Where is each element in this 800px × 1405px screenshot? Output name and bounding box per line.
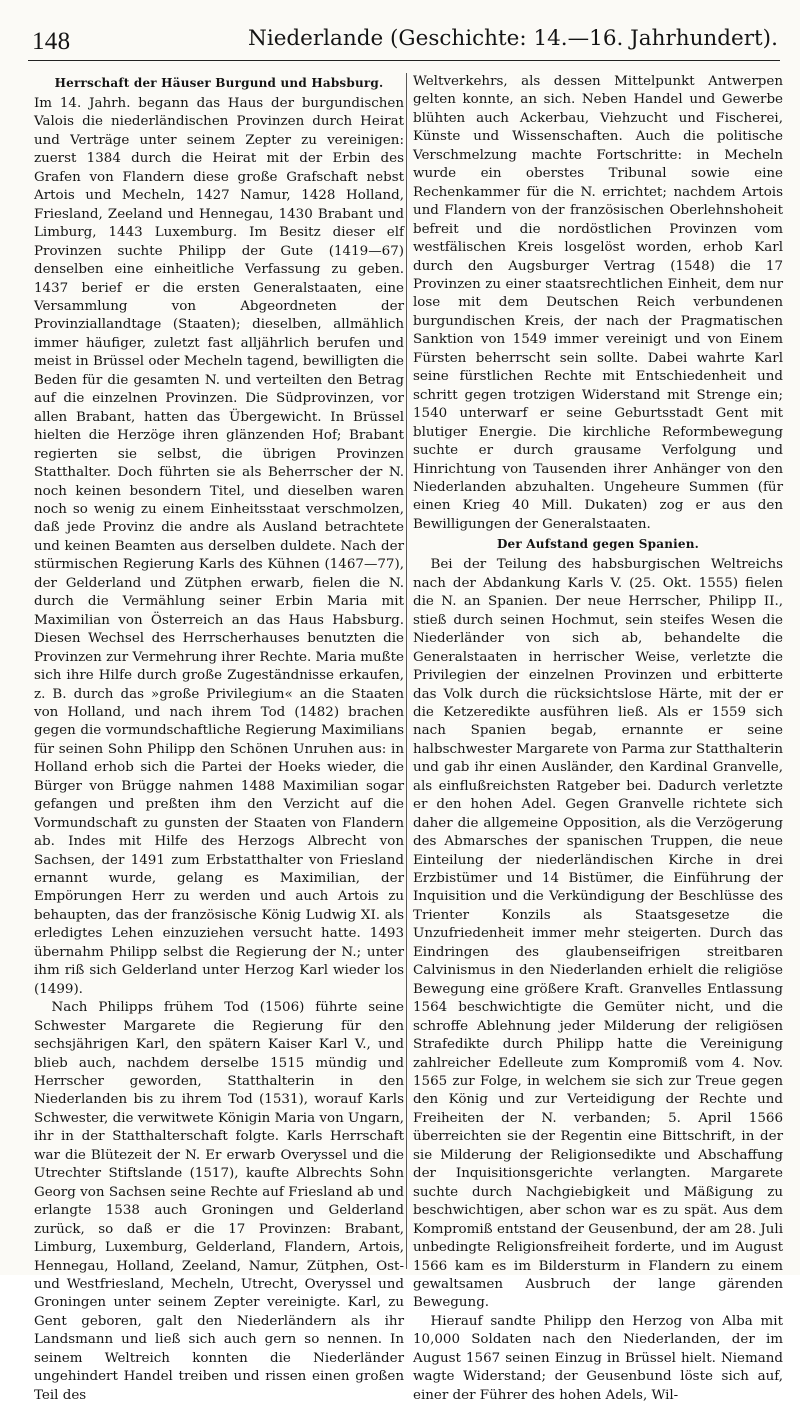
paragraph: Nach Philipps frühem Tod (1506) führte seine Schwester Margarete die Regierung für den sechsjährigen Karl, den spätern Kaiser Karl V., und blieb auch, nachdem derselbe 1515 mündig und Herrscher geworden, Statthalterin in den Niederlanden bis zu ihrem Tod (1531), worauf Karls Schwester, die verwitwete Königin Maria von Ungarn, ihr in der Statthalterschaft folgte. Karls Herrschaft war die Blütezeit der N. Er erwarb Overyssel und die Utrechter Stiftslande (1517), kaufte Albrechts Sohn Georg von Sachsen seine Rechte auf Friesland ab und erlangte 1538 auch Groningen und Gelderland zurück, so daß er die 17 Provinzen: Brabant, Limburg, Luxemburg, Gelderland, Flandern, Artois, Hennegau, Holland, Zeeland, Namur, Zütphen, Ost- und Westfriesland, Mecheln, Utrecht, Overyssel und Groningen unter seinem Zepter vereinigte. Karl, zu Gent geboren, galt den Niederländern als ihr Landsmann und ließ sich auch gern so nennen. In seinem Weltreich konnten die Niederländer ungehindert Handel treiben und rissen einen großen Teil des xyxy=(34,1000,404,1403)
page-header xyxy=(28,26,780,61)
column-divider xyxy=(406,73,407,1269)
section-heading-burgund-habsburg: Herrschaft der Häuser Burgund und Habsburg. xyxy=(54,76,384,90)
right-column xyxy=(413,73,783,1403)
section-heading-aufstand: Der Aufstand gegen Spanien. xyxy=(496,537,700,552)
paragraph: Bei der Teilung des habsburgischen Weltreichs nach der Abdankung Karls V. (25. Okt. 1555) fielen die N. an Spanien. Der neue Herrscher, Philipp II., stieß durch seinen Hochmut, sein steifes Wesen die Niederländer von sich ab, behandelte die Generalstaaten in herrischer Weise, verletzte die Privilegien der einzelnen Provinzen und erbitterte das Volk durch die rücksichtslose Härte, mit der er die Ketzeredikte ausführen ließ. Als er 1559 sich nach Spanien begab, ernannte er seine halbschwester Margarete von Parma zur Statthalterin und gab ihr einen Ausländer, den Kardinal Granvelle, als einflußreichsten Ratgeber bei. Dadurch verletzte er den hohen Adel. Gegen Granvelle richtete sich daher die allgemeine Opposition, als die Verzögerung des Abmarsches der spanischen Truppen, die neue Einteilung der niederländischen Kirche in drei Erzbistümer und 14 Bistümer, die Einführung der Inquisition und die Verkündigung der Beschlüsse des Trienter Konzils als Staatsgesetze die Unzufriedenheit immer mehr steigerten. Durch das Eindringen des glaubenseifrigen streitbaren Calvinismus in den Niederlanden erhielt die religiöse Bewegung eine größere Kraft. Granvelles Entlassung 1564 beschwichtigte die Gemüter nicht, und die schroffe Ablehnung jeder Milderung der religiösen Strafedikte durch Philipp hatte die Vereinigung zahlreicher Edelleute zum Kompromiß vom 4. Nov. 1565 zur Folge, in welchem sie sich zur Treue gegen den König und zur Verteidigung der Rechte und Freiheiten der N. verbanden; 5. April 1566 überreichten sie der Regentin eine Bittschrift, in der sie Milderung der Religionsedikte und Abschaffung der Inquisitionsgerichte verlangten. Margarete suchte durch Nachgiebigkeit und Mäßigung zu beschwichtigen, aber schon war es zu spät. Aus dem Kompromiß entstand der Geusenbund, der am 28. Juli unbedingte Religionsfreiheit forderte, und im August 1566 kam es im Bildersturm in Flandern zu einem gewaltsamen Ausbruch der lange gärenden Bewegung. xyxy=(413,557,783,1311)
left-column xyxy=(34,73,404,1403)
paragraph: Im 14. Jahrh. begann das Haus der burgundischen Valois die niederländischen Provinzen durch Heirat und Verträge unter seinem Zepter zu vereinigen: zuerst 1384 durch die Heirat mit der Erbin des Grafen von Flandern diese große Grafschaft nebst Artois und Mecheln, 1427 Namur, 1428 Holland, Friesland, Zeeland und Hennegau, 1430 Brabant und Limburg, 1443 Luxemburg. Im Besitz dieser elf Provinzen suchte Philipp der Gute (1419—67) denselben eine einheitliche Verfassung zu geben. 1437 berief er die ersten Generalstaaten, eine Versammlung von Abgeordneten der Provinziallandtage (Staaten); dieselben, allmählich immer häufiger, zuletzt fast alljährlich berufen und meist in Brüssel oder Mecheln tagend, bewilligten die Beden für die gesamten N. und verteilten den Betrag auf die einzelnen Provinzen. Die Südprovinzen, vor allen Brabant, hatten das Übergewicht. In Brüssel hielten die Herzöge ihren glänzenden Hof; Brabant regierten sie selbst, die übrigen Provinzen Statthalter. Doch führten sie als Beherrscher der N. noch keinen besondern Titel, und dieselben waren noch so wenig zu einem Einheitsstaat verschmolzen, daß jede Provinz die andre als Ausland betrachtete und keinen Beamten aus derselben duldete. Nach der stürmischen Regierung Karls des Kühnen (1467—77), der Gelderland und Zütphen erwarb, fielen die N. durch die Vermählung seiner Erbin Maria mit Maximilian von Österreich an das Haus Habsburg. Diesen Wechsel des Herrscherhauses benutzten die Provinzen zur Vermehrung ihrer Rechte. Maria mußte sich ihre Hilfe durch große Zugeständnisse erkaufen, z. B. durch das »große Privilegium« an die Staaten von Holland, und nach ihrem Tod (1482) brachen gegen die vormundschaftliche Regierung Maximilians für seinen Sohn Philipp den Schönen Unruhen aus: in Holland erhob sich die Partei der Hoeks wieder, die Bürger von Brügge nahmen 1488 Maximilian sogar gefangen und preßten ihm den Verzicht auf die Vormundschaft zu gunsten der Staaten von Flandern ab. Indes mit Hilfe des Herzogs Albrecht von Sachsen, der 1491 zum Erbstatthalter von Friesland ernannt wurde, gelang es Maximilian, der Empörungen Herr zu werden und auch Artois zu behaupten, das der französische König Ludwig XI. als erledigtes Lehen einzuziehen versucht hatte. 1493 übernahm Philipp selbst die Regierung der N.; unter ihm riß sich Gelderland unter Herzog Karl wieder los (1499). xyxy=(34,96,404,997)
paragraph: Weltverkehrs, als dessen Mittelpunkt Antwerpen gelten konnte, an sich. Neben Handel und Gewerbe blühten auch Ackerbau, Viehzucht und Fischerei, Künste und Wissenschaften. Auch die politische Verschmelzung machte Fortschritte: in Mecheln wurde ein oberstes Tribunal sowie eine Rechenkammer für die N. errichtet; nachdem Artois und Flandern von der französischen Oberlehnshoheit befreit und die nordöstlichen Provinzen vom westfälischen Kreis losgelöst worden, erhob Karl durch den Augsburger Vertrag (1548) die 17 Provinzen zu einer staatsrechtlichen Einheit, dem nur lose mit dem Deutschen Reich verbundenen burgundischen Kreis, der nach der Pragmatischen Sanktion von 1549 immer vereinigt und von Einem Fürsten beherrscht sein sollte. Dabei wahrte Karl seine fürstlichen Rechte mit Entschiedenheit und schritt gegen trotzigen Widerstand mit Strenge ein; 1540 unterwarf er seine Geburtsstadt Gent mit blutiger Energie. Die kirchliche Reformbewegung suchte er durch grausame Verfolgung und Hinrichtung von Tausenden ihrer Anhänger von den Niederlanden abzuhalten. Ungeheure Summen (für einen Krieg 40 Mill. Dukaten) zog er aus den Bewilligungen der Generalstaaten. xyxy=(413,74,783,532)
paragraph: Hierauf sandte Philipp den Herzog von Alba mit 10,000 Soldaten nach den Niederlanden, der im August 1567 seinen Einzug in Brüssel hielt. Niemand wagte Widerstand; der Geusenbund löste sich auf, einer der Führer des hohen Adels, Wil- xyxy=(413,1313,783,1403)
page-number: 148 xyxy=(32,28,71,55)
running-head: Niederlande (Geschichte: 14.—16. Jahrhundert). xyxy=(248,26,778,51)
